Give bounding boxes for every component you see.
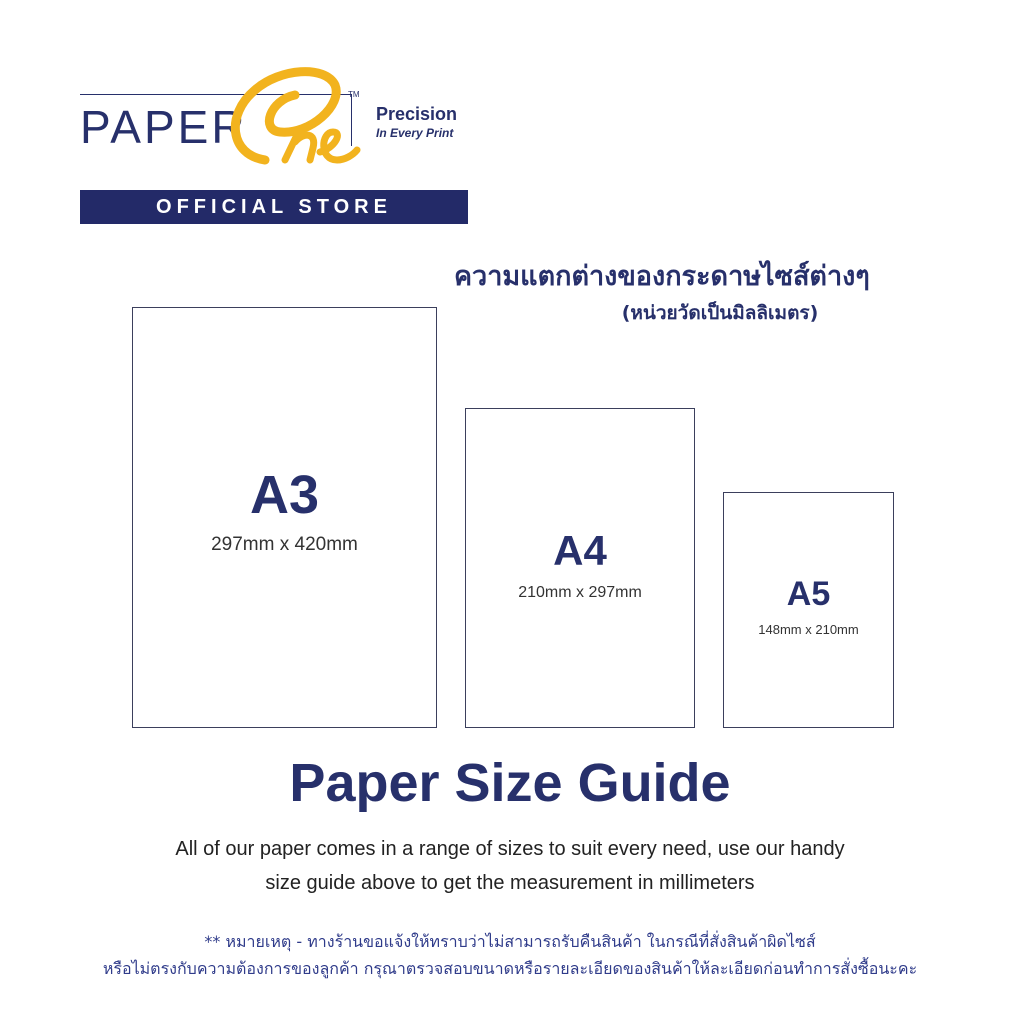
note-line2: หรือไม่ตรงกับความต้องการของลูกค้า กรุณาตรวจสอบขนาดหรือรายละเอียดของสินค้าให้ละเอียดก่อนทำการสั่งซื้อนะคะ — [102, 959, 918, 978]
paper-a5 — [723, 492, 894, 728]
official-store-banner: OFFICIAL STORE — [80, 190, 468, 224]
note-line1: ** หมายเหตุ - ทางร้านขอแจ้งให้ทราบว่าไม่สามารถรับคืนสินค้า ในกรณีที่สั่งสินค้าผิดไซส์ — [204, 932, 816, 951]
paper-a3-dimensions: 297mm x 420mm — [211, 534, 358, 555]
paper-a4-name: A4 — [553, 527, 607, 574]
paper-a3-name: A3 — [249, 465, 320, 525]
thai-subtitle: (หน่วยวัดเป็นมิลลิเมตร) — [621, 302, 819, 324]
thai-title-text: ความแตกต่างของกระดาษไซส์ต่างๆ — [454, 261, 870, 292]
trademark-mark: TM — [348, 90, 360, 99]
guide-title: Paper Size Guide — [289, 753, 731, 813]
guide-description-line1: All of our paper comes in a range of sizes to suit every need, use our handy — [175, 838, 845, 860]
paper-a5-name: A5 — [786, 575, 831, 613]
tagline-precision: Precision — [376, 104, 458, 124]
paperone-logo — [80, 60, 480, 230]
tagline-in-every-print: In Every Print — [376, 126, 454, 140]
guide-description-line2: size guide above to get the measurement in millimeters — [265, 872, 755, 894]
paper-a4-dimensions: 210mm x 297mm — [518, 584, 642, 601]
logo-one-swoosh — [225, 60, 365, 180]
paper-a5-dimensions: 148mm x 210mm — [758, 622, 859, 637]
logo-paper-text: PAPER — [80, 101, 248, 153]
paper-a3 — [132, 307, 437, 728]
paper-a4 — [465, 408, 695, 728]
